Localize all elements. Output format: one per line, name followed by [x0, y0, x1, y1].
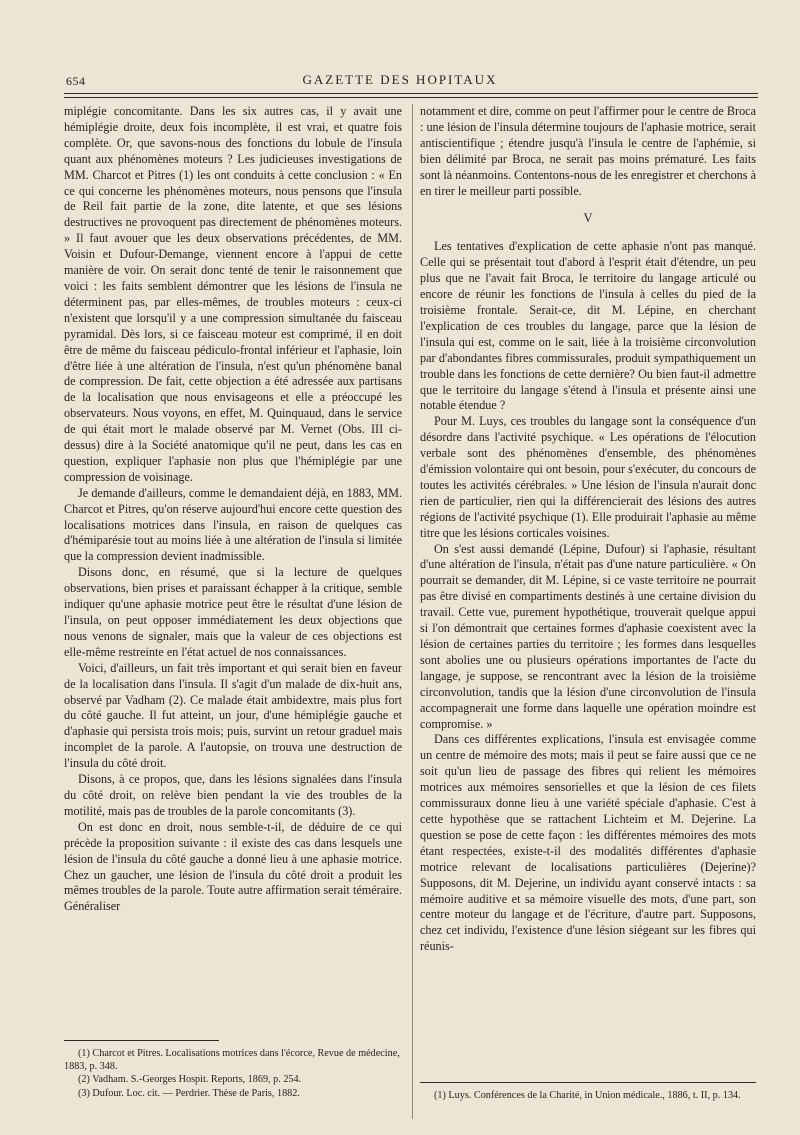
- footnote: (1) Charcot et Pitres. Localisations motrices dans l'écorce, Revue de médecine, 1883, p. 348.: [64, 1048, 400, 1073]
- footnote: (1) Luys. Conférences de la Charité, in Union médicale., 1886, t. II, p. 134.: [434, 1090, 741, 1101]
- paragraph: miplégie concomitante. Dans les six autres cas, il y avait une hémiplégie droite, deux fois incomplète, il est vrai, et quatre fois complète. Or, que savons-nous des fonctions du lobule de l'insula quant aux phénomènes moteurs ? Les judicieuses investigations de MM. Charcot et Pitres (1) les ont conduits à cette conclusion : « En ce qui concerne les phénomènes moteurs, nous pensons que l'insula de Reil fait partie de la zone, dite latente, et que ses lésions destructives ne provoquent pas directement de phénomènes moteurs. » Il faut avouer que les deux observations précédentes, de MM. Voisin et Dufour-Demange, viennent encore à l'appui de cette manière de voir. On serait donc tenté de tenir le raisonnement que voici : les faits semblent démontrer que les lésions de l'insula ne déterminent pas, par elles-mêmes, de troubles moteurs : ceux-ci n'existent que lorsqu'il y a une compression simultanée du faisceau pyramidal. Dès lors, si ce faisceau moteur est comprimé, il en doit être de même du faisceau pédiculo-frontal inférieur et l'aphasie, loin d'être liée à une altération de l'insula, n'est qu'un phénomène banal de compression. De fait, cette objection a été adressée aux partisans de la localisation que nous envisageons et elle a préoccupé les observateurs. Nous voyons, en effet, M. Quinquaud, dans le service de qui était mort le malade observé par M. Vernet (Obs. III ci-dessus) dire à la Société anatomique qu'il ne peut, dans les cas en question, expliquer l'aphasie non plus que l'hémiplégie par une compression de voisinage.: [64, 104, 402, 484]
- header-rule-thin: [64, 97, 758, 98]
- paragraph: Disons donc, en résumé, que si la lecture de quelques observations, bien prises et paraissant échapper à la critique, semble indiquer qu'une aphasie motrice peut être le résultat d'une lésion de l'insula, on peut opposer immédiatement les deux objections que nous venons de signaler, mais que la valeur de ces objections est elle-même restreinte en l'état actuel de nos connaissances.: [64, 565, 402, 659]
- paragraph: On s'est aussi demandé (Lépine, Dufour) si l'aphasie, résultant d'une altération de l'insula, n'était pas d'une nature particulière. « On pourrait se demander, dit M. Lépine, si ce vaste territoire ne pourrait pas être divisé en compartiments destinés à une certaine division du travail. Cette vue, purement hypothétique, trouverait quelque appui si l'on démontrait que certaines formes d'aphasie coexistent avec la lésion de certaines parties du territoire ; les formes dans lesquelles sont abolies une ou plusieurs opérations importantes de l'acte du langage, je suppose, se rencontrant avec la lésion de la troisième circonvolution, tandis que la lésion d'une circonvolution de l'insula accompagnerait une forme dans laquelle une opération moindre est compromise. »: [420, 541, 756, 731]
- paragraph: Voici, d'ailleurs, un fait très important et qui serait bien en faveur de la localisation dans l'insula. Il s'agit d'un malade de dix-huit ans, observé par Vadham (2). Ce malade était ambidextre, mais plus fort du côté gauche. Il fut atteint, un jour, d'une hémiplégie gauche et d'aphasie qui persista trois mois; puis, survint un retour graduel mais incomplet de la parole. A l'autopsie, on trouva une destruction de l'insula du côté droit.: [64, 660, 402, 771]
- journal-title: GAZETTE DES HOPITAUX: [302, 72, 498, 87]
- paragraph: Les tentatives d'explication de cette aphasie n'ont pas manqué. Celle qui se présentait tout d'abord à l'esprit était d'étendre, un peu plus que ne l'avait fait Broca, le territoire du langage articulé ou encore de réunir les fonctions de l'insula à celles du pied de la troisième frontale. Serait-ce, dit M. Lépine, en cherchant l'explication de ces troubles du langage, parce que la lésion de l'insula qui est, comme on le sait, liée à la troisième circonvolution par d'abondantes fibres commissurales, produit sympathiquement un trouble dans les fonctions de cette dernière? Ou bien faut-il admettre que le territoire du langage s'étend à l'insula et présente ainsi une notable étendue ?: [420, 239, 756, 413]
- left-footnotes: [64, 1040, 402, 1100]
- right-footnotes: [420, 1082, 756, 1102]
- footnote: (2) Vadham. S.-Georges Hospit. Reports, 1869, p. 254.: [78, 1074, 302, 1086]
- column-divider: [412, 104, 413, 1119]
- paragraph: Pour M. Luys, ces troubles du langage sont la conséquence d'un désordre dans l'activité psychique. « Les opérations de l'élocution verbale sont des phénomènes d'ensemble, des phénomènes d'émission volontaire qui ont besoin, pour s'exécuter, du concours de toutes les activités cérébrales. » Une lésion de l'insula n'aurait donc rien de particulier, rien qui la différencierait des lésions des autres régions de l'activité psychique (1). Elle produirait l'aphasie au même titre que les lésions corticales voisines.: [420, 414, 756, 540]
- page-number: 654: [66, 74, 86, 88]
- paragraph: Dans ces différentes explications, l'insula est envisagée comme un centre de mémoire des mots; mais il peut se faire aussi que ce ne soit qu'un lieu de passage des fibres qui relient les mémoires motrices aux mémoires sensorielles et que la lésion de ces filets commissuraux donne lieu à une variété spéciale d'aphasie. C'est à cette hypothèse que se rattachent Lichteim et M. Dejerine. La question se pose de cette façon : les différentes mémoires des mots étant respectées, existe-t-il des modalités différentes d'aphasie motrice relevant de localisations particulières (Dejerine)? Supposons, dit M. Dejerine, un individu ayant conservé intacts : sa mémoire auditive et sa mémoire visuelle des mots, d'une part, son centre moteur du langage et de l'écriture, d'autre part. Supposons, chez cet individu, l'existence d'une lésion siégeant sur les fibres qui réunis-: [420, 732, 756, 954]
- left-column: [64, 104, 402, 915]
- paragraph: On est donc en droit, nous semble-t-il, de déduire de ce qui précède la proposition suivante : il existe des cas dans lesquels une lésion de l'insula du côté gauche a donné lieu à une aphasie motrice. Chez un gaucher, une lésion de l'insula du côté droit a produit les mêmes troubles de la parole. Toute autre affirmation serait téméraire. Généraliser: [64, 819, 402, 914]
- right-column: [420, 104, 756, 955]
- footnote-rule: [420, 1082, 756, 1083]
- section-heading: V: [583, 211, 593, 226]
- footnote-rule: [64, 1040, 219, 1041]
- paragraph: Disons, à ce propos, que, dans les lésions signalées dans l'insula du côté droit, on relève bien pendant la vie des troubles de la motilité, mais pas de troubles de la parole concomitants (3).: [64, 772, 402, 818]
- footnote: (3) Dufour. Loc. cit. — Perdrier. Thèse de Paris, 1882.: [78, 1087, 300, 1099]
- header-rule: [64, 93, 758, 94]
- paragraph: notamment et dire, comme on peut l'affirmer pour le centre de Broca : une lésion de l'insula détermine toujours de l'aphasie motrice, serait antiscientifique ; étendre jusqu'à l'insula le centre de l'aphémie, si bien délimité par Broca, ne serait pas moins prématuré. Les faits sont là néanmoins. Contentons-nous de les enregistrer et cherchons à en tirer le meilleur parti possible.: [420, 104, 756, 198]
- paragraph: Je demande d'ailleurs, comme le demandaient déjà, en 1883, MM. Charcot et Pitres, qu'on réserve aujourd'hui encore cette question des localisations motrices dans l'insula, en raison de quelques cas d'hémiparésie tout au moins liée à une altération de l'insula si limitée que la compression devient inadmissible.: [64, 485, 402, 564]
